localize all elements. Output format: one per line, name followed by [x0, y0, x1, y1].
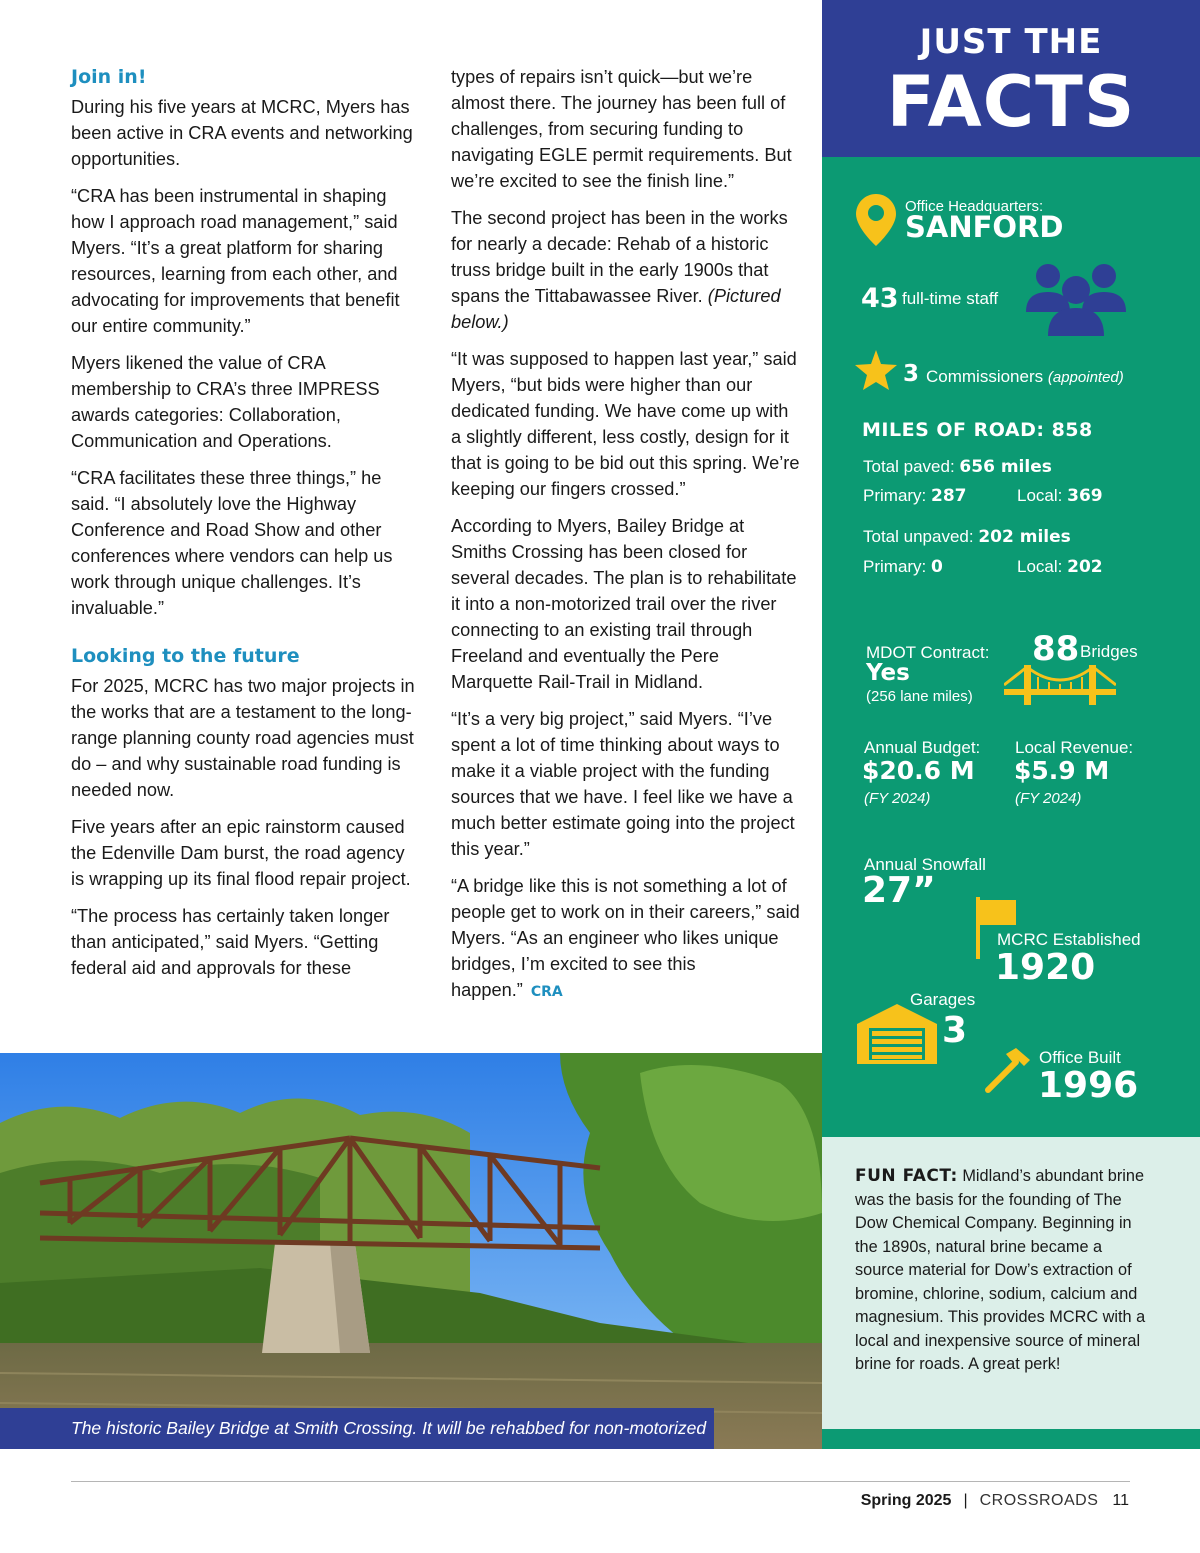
paved-value: 656 miles — [959, 457, 1052, 477]
staff-number: 43 — [861, 283, 899, 314]
snowfall-label: Annual Snowfall — [864, 855, 986, 874]
commissioners-line — [926, 367, 1124, 387]
paragraph: According to Myers, Bailey Bridge at Smiths Crossing has been closed for several decades. The plan is to rehabilitate it into a non-motorized trail over the river connecting to an existing trail through Freeland and eventually the Pere Marquette Rail-Trail in Midland. — [451, 516, 797, 692]
paragraph: Five years after an epic rainstorm caused the Edenville Dam burst, the road agency is wrapping up its final flood repair project. — [71, 817, 411, 889]
paragraph: “CRA facilitates these three things,” he said. “I absolutely love the Highway Conference and Road Show and other conferences where vendors can help us work through unique challenges. It’s invaluable.” — [71, 468, 393, 618]
article-left-column — [71, 64, 416, 992]
fun-fact-body: Midland’s abundant brine was the basis for the founding of The Dow Chemical Company. Beginning in the 1890s, natural brine became a source material for Dow’s extraction of bromine, chlorine, sodium, calcium and magnesium. This provides MCRC with a local and inexpensive source of mineral brine for roads. A great perk! — [855, 1167, 1146, 1373]
office-built-label: Office Built — [1039, 1048, 1121, 1067]
established-value: 1920 — [995, 947, 1096, 988]
budget-note: (FY 2024) — [864, 790, 931, 807]
hammer-icon — [984, 1048, 1030, 1094]
revenue-value: $5.9 M — [1014, 756, 1110, 785]
paved-local-label: Local: — [1017, 486, 1063, 505]
revenue-note: (FY 2024) — [1015, 790, 1082, 807]
bridge-icon — [1004, 663, 1116, 705]
fun-fact-heading: FUN FACT: — [855, 1166, 958, 1186]
office-built-value: 1996 — [1038, 1065, 1139, 1106]
hq-value: SANFORD — [905, 210, 1064, 244]
bridge-illustration — [0, 1053, 822, 1449]
location-pin-icon — [856, 194, 896, 246]
article-middle-column — [451, 64, 801, 1016]
pictured-note: (Pictured below.) — [451, 286, 781, 332]
footer-issue: Spring 2025 — [860, 1492, 952, 1509]
facts-header — [822, 0, 1200, 157]
hq-label: Office Headquarters: — [905, 198, 1044, 215]
paragraph: Myers likened the value of CRA membership to CRA’s three IMPRESS awards categories: Collaboration, Communication and Operations. — [71, 353, 380, 451]
mdot-label: MDOT Contract: — [866, 643, 990, 662]
star-icon — [855, 350, 897, 390]
paved-local-value: 369 — [1067, 486, 1103, 506]
fun-fact-box — [822, 1137, 1200, 1429]
paragraph-text: The second project has been in the works for nearly a decade: Rehab of a historic truss bridge built in the early 1900s that spans the Tittabawassee River. — [451, 208, 788, 306]
unpaved-local-value: 202 — [1067, 557, 1103, 577]
commissioners-number: 3 — [903, 361, 920, 387]
miles-heading: MILES OF ROAD: 858 — [862, 419, 1093, 441]
garage-icon — [857, 1004, 937, 1064]
paragraph: During his five years at MCRC, Myers has been active in CRA events and networking opportunities. — [71, 97, 413, 169]
page-number: 11 — [1112, 1492, 1129, 1509]
page-footer — [861, 1492, 1129, 1510]
people-group-icon — [1026, 262, 1126, 338]
paragraph: “CRA has been instrumental in shaping how I approach road management,” said Myers. “It’s a great platform for sharing resources, learning from each other, and advocating for improvements that benefit our entire community.” — [71, 186, 400, 336]
facts-title-small: JUST THE — [919, 22, 1103, 62]
footer-magazine: CROSSROADS — [979, 1492, 1099, 1509]
unpaved-local-label: Local: — [1017, 557, 1063, 576]
fun-fact-text — [855, 1165, 1155, 1377]
unpaved-primary — [863, 557, 943, 577]
revenue-label: Local Revenue: — [1015, 738, 1134, 757]
garages-value: 3 — [942, 1010, 968, 1051]
bridges-label: Bridges — [1080, 642, 1138, 661]
facts-title-big: FACTS — [886, 61, 1136, 143]
paved-local — [1017, 486, 1103, 506]
paved-primary-value: 287 — [931, 486, 967, 506]
footer-separator: | — [963, 1492, 968, 1509]
unpaved-local — [1017, 557, 1103, 577]
paragraph — [451, 205, 801, 335]
section-heading-future: Looking to the future — [71, 645, 300, 667]
staff-label: full-time staff — [902, 289, 999, 308]
commissioners-label: Commissioners — [926, 367, 1044, 386]
commissioners-note: (appointed) — [1047, 369, 1124, 386]
paragraph: “It was supposed to happen last year,” said Myers, “but bids were higher than our dedicated funding. We have come up with a slightly different, less costly, design for it that is going to be bid out this spring. We’re keeping our fingers crossed.” — [451, 349, 800, 499]
garages-label: Garages — [910, 990, 976, 1009]
section-heading-join-in: Join in! — [71, 66, 147, 88]
unpaved-line — [863, 527, 1071, 547]
unpaved-primary-value: 0 — [931, 557, 943, 577]
paragraph: types of repairs isn’t quick—but we’re almost there. The journey has been full of challenges, from securing funding to navigating EGLE permit requirements. But we’re excited to see the finish line.” — [451, 67, 792, 191]
mdot-value: Yes — [866, 660, 910, 686]
paragraph — [451, 873, 801, 1005]
established-label: MCRC Established — [997, 930, 1141, 949]
snowfall-value: 27” — [862, 870, 936, 911]
paragraph: “The process has certainly taken longer than anticipated,” said Myers. “Getting federal aid and approvals for these — [71, 906, 390, 978]
paragraph: For 2025, MCRC has two major projects in the works that are a testament to the long-range planning county road agencies must do – and why sustainable road funding is needed now. — [71, 676, 415, 800]
photo-caption: The historic Bailey Bridge at Smith Crossing. It will be rehabbed for non-motorized use. — [0, 1408, 714, 1449]
paved-label: Total paved: — [863, 457, 955, 476]
unpaved-value: 202 miles — [978, 527, 1071, 547]
budget-label: Annual Budget: — [864, 738, 981, 757]
paved-line — [863, 457, 1052, 477]
footer-rule — [71, 1481, 1130, 1482]
paragraph: “It’s a very big project,” said Myers. “I’ve spent a lot of time thinking about ways to make it a viable project with the funding sources that we have. I feel like we have a much better estimate going into the project this year.” — [451, 709, 795, 859]
unpaved-label: Total unpaved: — [863, 527, 974, 546]
mdot-note: (256 lane miles) — [866, 688, 973, 705]
paragraph-text: “A bridge like this is not something a lot of people get to work on in their careers,” said Myers. “As an engineer who likes unique bridges, I’m excited to see this happen.” — [451, 876, 800, 1000]
paved-primary — [863, 486, 967, 506]
unpaved-primary-label: Primary: — [863, 557, 927, 576]
end-mark: CRA — [530, 984, 563, 1000]
paved-primary-label: Primary: — [863, 486, 927, 505]
bridge-photo — [0, 1053, 822, 1449]
budget-value: $20.6 M — [862, 756, 975, 785]
bridges-number: 88 — [1032, 629, 1080, 669]
